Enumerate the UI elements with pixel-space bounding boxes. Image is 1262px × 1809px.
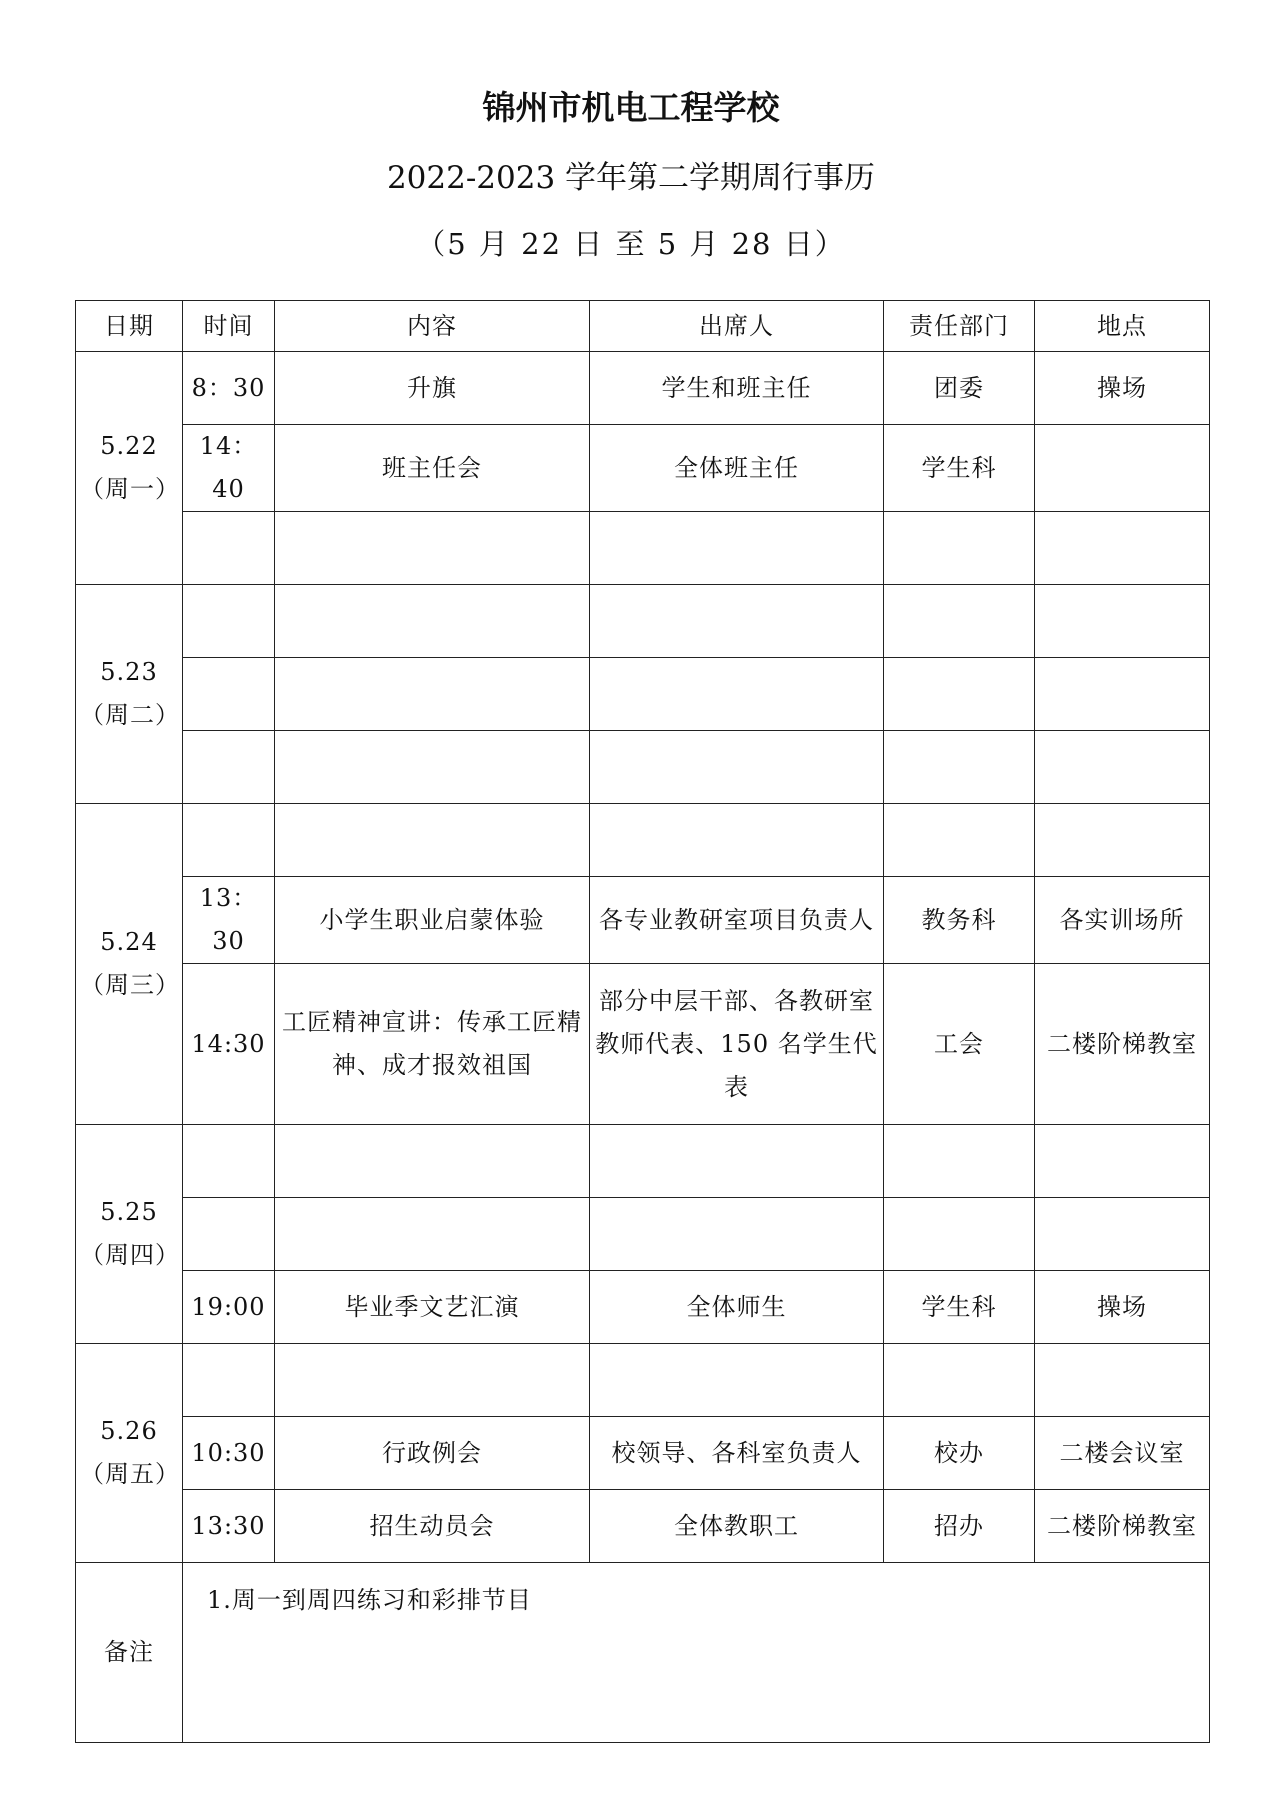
content-cell — [275, 1125, 590, 1198]
table-row — [76, 1490, 1210, 1563]
attendees-cell — [590, 658, 884, 731]
department-cell — [884, 731, 1035, 804]
time-cell — [183, 731, 275, 804]
time-cell — [183, 585, 275, 658]
department-cell: 学生科 — [884, 425, 1035, 512]
content-cell: 小学生职业启蒙体验 — [275, 877, 590, 964]
attendees-cell: 各专业教研室项目负责人 — [590, 877, 884, 964]
attendees-cell — [590, 731, 884, 804]
department-cell — [884, 1125, 1035, 1198]
department-cell: 团委 — [884, 352, 1035, 425]
time-cell — [183, 1125, 275, 1198]
weekday-value: （周五） — [80, 1460, 180, 1488]
place-cell — [1035, 804, 1210, 877]
time-cell: 10:30 — [183, 1417, 275, 1490]
content-cell — [275, 1198, 590, 1271]
content-cell: 行政例会 — [275, 1417, 590, 1490]
time-cell — [183, 658, 275, 731]
place-cell: 二楼阶梯教室 — [1035, 964, 1210, 1125]
place-cell: 各实训场所 — [1035, 877, 1210, 964]
weekday-value: （周三） — [80, 971, 180, 999]
time-cell — [183, 512, 275, 585]
content-cell — [275, 731, 590, 804]
header-date: 日期 — [76, 301, 183, 352]
school-title: 锦州市机电工程学校 — [482, 88, 780, 127]
date-cell — [76, 1125, 183, 1344]
time-cell: 14：40 — [183, 425, 275, 512]
date-cell — [76, 804, 183, 1125]
content-cell: 工匠精神宣讲：传承工匠精神、成才报效祖国 — [275, 964, 590, 1125]
date-value: 5.24 — [100, 928, 158, 956]
table-row — [76, 425, 1210, 512]
attendees-cell: 学生和班主任 — [590, 352, 884, 425]
time-cell — [183, 1344, 275, 1417]
department-cell: 工会 — [884, 964, 1035, 1125]
table-row — [76, 585, 1210, 658]
table-row — [76, 352, 1210, 425]
department-cell — [884, 804, 1035, 877]
notes-text: 1.周一到周四练习和彩排节目 — [183, 1563, 1210, 1743]
date-cell — [76, 1344, 183, 1563]
date-cell — [76, 585, 183, 804]
term-title: 2022-2023 学年第二学期周行事历 — [386, 160, 876, 196]
weekday-value: （周二） — [80, 701, 180, 729]
place-cell — [1035, 425, 1210, 512]
time-cell: 8：30 — [183, 352, 275, 425]
attendees-cell — [590, 1198, 884, 1271]
weekly-schedule-table — [75, 300, 1210, 1743]
attendees-cell — [590, 1344, 884, 1417]
department-cell: 招办 — [884, 1490, 1035, 1563]
header-place: 地点 — [1035, 301, 1210, 352]
date-value: 5.26 — [100, 1417, 158, 1445]
weekday-value: （周一） — [80, 475, 180, 503]
table-row — [76, 1417, 1210, 1490]
table-row — [76, 1344, 1210, 1417]
content-cell: 班主任会 — [275, 425, 590, 512]
department-cell — [884, 1344, 1035, 1417]
department-cell: 校办 — [884, 1417, 1035, 1490]
place-cell — [1035, 1344, 1210, 1417]
department-cell — [884, 1198, 1035, 1271]
table-row — [76, 658, 1210, 731]
place-cell: 操场 — [1035, 1271, 1210, 1344]
notes-row — [76, 1563, 1210, 1743]
header-content: 内容 — [275, 301, 590, 352]
content-cell — [275, 804, 590, 877]
attendees-cell — [590, 804, 884, 877]
table-row — [76, 731, 1210, 804]
content-cell: 毕业季文艺汇演 — [275, 1271, 590, 1344]
time-cell: 13：30 — [183, 877, 275, 964]
attendees-cell: 全体师生 — [590, 1271, 884, 1344]
date-value: 5.23 — [100, 658, 158, 686]
time-cell: 19:00 — [183, 1271, 275, 1344]
content-cell: 升旗 — [275, 352, 590, 425]
attendees-cell: 全体教职工 — [590, 1490, 884, 1563]
header-department: 责任部门 — [884, 301, 1035, 352]
table-row — [76, 964, 1210, 1125]
attendees-cell — [590, 1125, 884, 1198]
place-cell — [1035, 731, 1210, 804]
content-cell — [275, 1344, 590, 1417]
content-cell: 招生动员会 — [275, 1490, 590, 1563]
place-cell — [1035, 585, 1210, 658]
place-cell — [1035, 512, 1210, 585]
attendees-cell — [590, 512, 884, 585]
place-cell: 二楼会议室 — [1035, 1417, 1210, 1490]
content-cell — [275, 585, 590, 658]
department-cell: 教务科 — [884, 877, 1035, 964]
time-cell — [183, 804, 275, 877]
department-cell: 学生科 — [884, 1271, 1035, 1344]
place-cell — [1035, 658, 1210, 731]
header-time: 时间 — [183, 301, 275, 352]
table-header-row — [76, 301, 1210, 352]
date-cell — [76, 352, 183, 585]
table-row — [76, 1198, 1210, 1271]
table-row — [76, 804, 1210, 877]
table-row — [76, 512, 1210, 585]
time-cell — [183, 1198, 275, 1271]
date-range: （5 月 22 日 至 5 月 28 日） — [416, 227, 846, 261]
time-cell: 14:30 — [183, 964, 275, 1125]
attendees-cell: 部分中层干部、各教研室教师代表、150 名学生代表 — [590, 964, 884, 1125]
date-value: 5.22 — [100, 432, 158, 460]
attendees-cell: 校领导、各科室负责人 — [590, 1417, 884, 1490]
content-cell — [275, 512, 590, 585]
place-cell: 操场 — [1035, 352, 1210, 425]
place-cell — [1035, 1198, 1210, 1271]
department-cell — [884, 658, 1035, 731]
place-cell — [1035, 1125, 1210, 1198]
table-row — [76, 877, 1210, 964]
date-value: 5.25 — [100, 1198, 158, 1226]
header-attendees: 出席人 — [590, 301, 884, 352]
time-cell: 13:30 — [183, 1490, 275, 1563]
department-cell — [884, 585, 1035, 658]
department-cell — [884, 512, 1035, 585]
table-row — [76, 1125, 1210, 1198]
notes-label: 备注 — [76, 1563, 183, 1743]
attendees-cell — [590, 585, 884, 658]
weekday-value: （周四） — [80, 1241, 180, 1269]
content-cell — [275, 658, 590, 731]
attendees-cell: 全体班主任 — [590, 425, 884, 512]
table-row — [76, 1271, 1210, 1344]
place-cell: 二楼阶梯教室 — [1035, 1490, 1210, 1563]
